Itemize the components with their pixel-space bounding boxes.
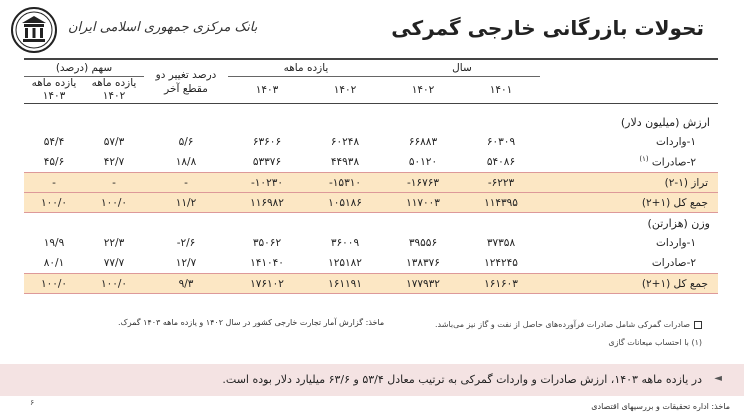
- row-label: جمع کل (۱+۲): [540, 274, 718, 294]
- col-year-1402: ۱۴۰۲: [384, 77, 462, 104]
- group-pct-change: درصد تغییر دو مقطع آخر: [144, 60, 228, 104]
- bank-name: بانک مرکزی جمهوری اسلامی ایران: [68, 20, 258, 35]
- table-cell: -: [24, 173, 84, 193]
- row-label: جمع کل (۱+۲): [540, 193, 718, 213]
- table-cell: -۱۵۳۱۰: [306, 173, 384, 193]
- table-cell: -۱۶۷۶۳: [384, 173, 462, 193]
- footnote-2: (۱) با احتساب میعانات گازی: [608, 338, 702, 347]
- col-share-1403: یازده ماهه ۱۴۰۳: [24, 77, 84, 104]
- row-label: ۲-صادرات $^{(۱)}$: [639, 155, 696, 169]
- footnote-marker: (۱): [639, 155, 649, 164]
- table-cell: ۱۰۰/۰: [84, 193, 144, 213]
- table-cell: -: [144, 173, 228, 193]
- table-cell: ۱۰۰/۰: [24, 274, 84, 294]
- page-number: ۶: [30, 398, 35, 407]
- table-cell: -۱۰۲۳۰: [228, 173, 306, 193]
- table-row: [24, 132, 718, 152]
- table-cell: ۶۰۲۴۸: [330, 136, 360, 148]
- col-eleven-1403: ۱۴۰۳: [228, 77, 306, 104]
- table-source-note: ماخذ: گزارش آمار تجارت خارجی کشور در سال ۱۴۰۲ و یازده ماهه ۱۴۰۳ گمرک.: [118, 318, 385, 327]
- bank-logo-icon: [10, 6, 58, 54]
- table-cell: ۵/۶: [178, 136, 194, 148]
- table-cell: -: [84, 173, 144, 193]
- table-cell: ۴۴۹۳۸: [330, 156, 360, 168]
- group-year: سال: [384, 60, 540, 77]
- table-row-highlight: [24, 193, 718, 213]
- bank-logo-block: [10, 6, 258, 56]
- table-cell: ۱۲۴۲۴۵: [484, 257, 518, 269]
- table-cell: ۵۴/۴: [43, 136, 65, 148]
- table-cell: -۲/۶: [176, 237, 196, 249]
- table-cell: ۱۷۶۱۰۲: [228, 274, 306, 294]
- table-cell: ۵۳۳۷۶: [252, 156, 282, 168]
- arrow-marker-icon: ◄: [714, 373, 722, 384]
- footnotes: [435, 316, 702, 352]
- page-title: تحولات بازرگانی خارجی گمرکی: [391, 16, 704, 40]
- trade-table: [24, 58, 718, 294]
- table-cell: ۱۰۰/۰: [24, 193, 84, 213]
- table-cell: ۱۷۷۹۳۲: [384, 274, 462, 294]
- section-weight-label: وزن (هزارتن): [647, 216, 710, 230]
- table-cell: -۶۲۲۳: [462, 173, 540, 193]
- table-cell: ۲۲/۳: [103, 237, 125, 249]
- footer-source: ماخذ: اداره تحقیقات و بررسیهای اقتصادی: [591, 402, 730, 411]
- table-cell: ۵۷/۳: [103, 136, 125, 148]
- row-label: ۱-واردات: [656, 237, 696, 249]
- table-cell: ۷۷/۷: [103, 257, 125, 269]
- table-cell: ۱۰۰/۰: [84, 274, 144, 294]
- table-cell: ۶۶۸۸۳: [408, 136, 438, 148]
- trade-table-container: [24, 58, 718, 294]
- group-share: سهم (درصد): [24, 60, 144, 77]
- table-cell: ۶۳۶۰۶: [252, 136, 282, 148]
- table-cell: ۹/۳: [144, 274, 228, 294]
- table-cell: ۱۳۸۳۷۶: [406, 257, 440, 269]
- table-row-highlight: [24, 173, 718, 193]
- table-row: [24, 253, 718, 274]
- summary-text: در یازده ماهه ۱۴۰۳، ارزش صادرات و واردات گمرکی به ترتیب معادل ۵۳/۴ و ۶۳/۶ میلیارد دلار بوده است.: [222, 373, 702, 386]
- col-share-1402: یازده ماهه ۱۴۰۲: [84, 77, 144, 104]
- row-label: ۲-صادرات: [651, 257, 696, 269]
- table-cell: ۳۷۳۵۸: [486, 237, 516, 249]
- table-cell: ۱۹/۹: [43, 237, 65, 249]
- table-cell: ۳۹۵۵۶: [408, 237, 438, 249]
- section-value-label: ارزش (میلیون دلار): [620, 115, 710, 129]
- table-cell: ۵۴۰۸۶: [486, 156, 516, 168]
- table-cell: ۱۲/۷: [175, 257, 197, 269]
- group-eleven-month: یازده ماهه: [228, 60, 384, 77]
- summary-box: [0, 364, 744, 396]
- table-cell: ۱۴۱۰۴۰: [250, 257, 284, 269]
- table-cell: ۳۵۰۶۲: [252, 237, 282, 249]
- table-cell: ۶۰۳۰۹: [486, 136, 516, 148]
- table-cell: ۸۰/۱: [43, 257, 65, 269]
- table-cell: ۴۲/۷: [103, 156, 125, 168]
- table-cell: ۵۰۱۲۰: [408, 156, 438, 168]
- checkbox-square-icon: [694, 321, 702, 329]
- table-row-highlight: [24, 274, 718, 294]
- table-cell: ۱۰۵۱۸۶: [306, 193, 384, 213]
- col-year-1401: ۱۴۰۱: [462, 77, 540, 104]
- row-label: ۱-واردات: [656, 136, 696, 148]
- table-cell: ۱۸/۸: [175, 156, 197, 168]
- table-cell: ۱۱۶۹۸۲: [228, 193, 306, 213]
- table-cell: ۱۶۱۶۰۳: [462, 274, 540, 294]
- table-row: [24, 152, 718, 173]
- col-eleven-1402: ۱۴۰۲: [306, 77, 384, 104]
- table-cell: ۱۱/۲: [144, 193, 228, 213]
- table-cell: ۱۲۵۱۸۲: [328, 257, 362, 269]
- row-label: تراز (۱-۲): [540, 173, 718, 193]
- header: [0, 0, 744, 62]
- table-cell: ۳۶۰۰۹: [330, 237, 360, 249]
- table-cell: ۱۱۷۰۰۳: [384, 193, 462, 213]
- table-cell: ۱۶۱۱۹۱: [306, 274, 384, 294]
- table-cell: ۱۱۴۳۹۵: [462, 193, 540, 213]
- table-row: [24, 233, 718, 253]
- footnote-1: صادرات گمرکی شامل صادرات فرآورده‌های حاصل از نفت و گاز نیز می‌باشد.: [435, 316, 702, 334]
- table-cell: ۴۵/۶: [43, 156, 65, 168]
